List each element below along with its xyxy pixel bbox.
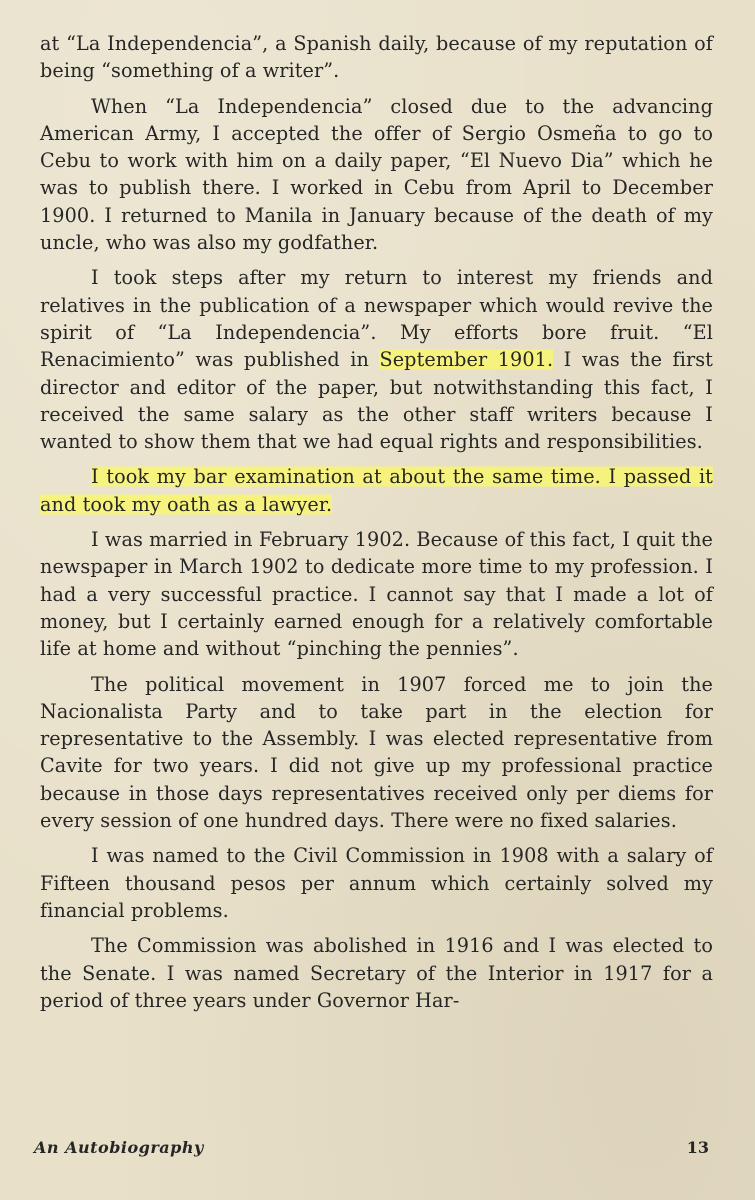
book-title: An Autobiography: [34, 1138, 204, 1157]
page-footer: [34, 1138, 709, 1157]
highlighted-bar-exam-sentence: I took my bar examination at about the same time. I passed it and took my oath as a lawyer.: [40, 465, 713, 516]
paragraph-3-text-before: I took steps after my return to interest my friends and relatives in the publication of a newspaper which would revive the spirit of “La Independencia”. My efforts bore fruit. “El Renacimiento” was published in: [40, 266, 713, 372]
paragraph-7: I was named to the Civil Commission in 1908 with a salary of Fifteen thousand pesos per annum which certainly solved my financial problems.: [40, 844, 713, 922]
paragraph-1: at “La Independencia”, a Spanish daily, because of my reputation of being “something of a writer”.: [40, 32, 713, 83]
paragraph-2: When “La Independencia” closed due to the advancing American Army, I accepted the offer of Sergio Osmeña to go to Cebu to work with him on a daily paper, “El Nuevo Dia” which he was to publish there. I worked in Cebu from April to December 1900. I returned to Manila in January because of the death of my uncle, who was also my godfather.: [40, 94, 713, 255]
paragraph-6: The political movement in 1907 forced me to join the Nacionalista Party and to take part in the election for representative to the Assembly. I was elected representative from Cavite for two years. I did not give up my professional practice because in those days representatives received only per diems for every session of one hundred days. There were no fixed salaries.: [40, 672, 713, 833]
paragraph-5: I was married in February 1902. Because of this fact, I quit the newspaper in March 1902 to dedicate more time to my profession. I had a very successful practice. I cannot say that I made a lot of money, but I certainly earned enough for a relatively comfortable life at home and without “pinching the pennies”.: [40, 528, 713, 661]
paragraph-3-text-after: I was the first director and editor of the paper, but notwithstanding this fact, I received the same salary as the other staff writers because I wanted to show them that we had equal rights and responsibilities.: [40, 348, 713, 454]
paragraph-4: [40, 463, 713, 518]
highlighted-date: September 1901.: [379, 348, 554, 372]
paragraph-8: The Commission was abolished in 1916 and I was elected to the Senate. I was named Secretary of the Interior in 1917 for a period of three years under Governor Har-: [40, 934, 713, 1012]
page-number: 13: [686, 1138, 709, 1157]
paragraph-3: [40, 264, 713, 455]
book-page: [40, 30, 713, 1022]
